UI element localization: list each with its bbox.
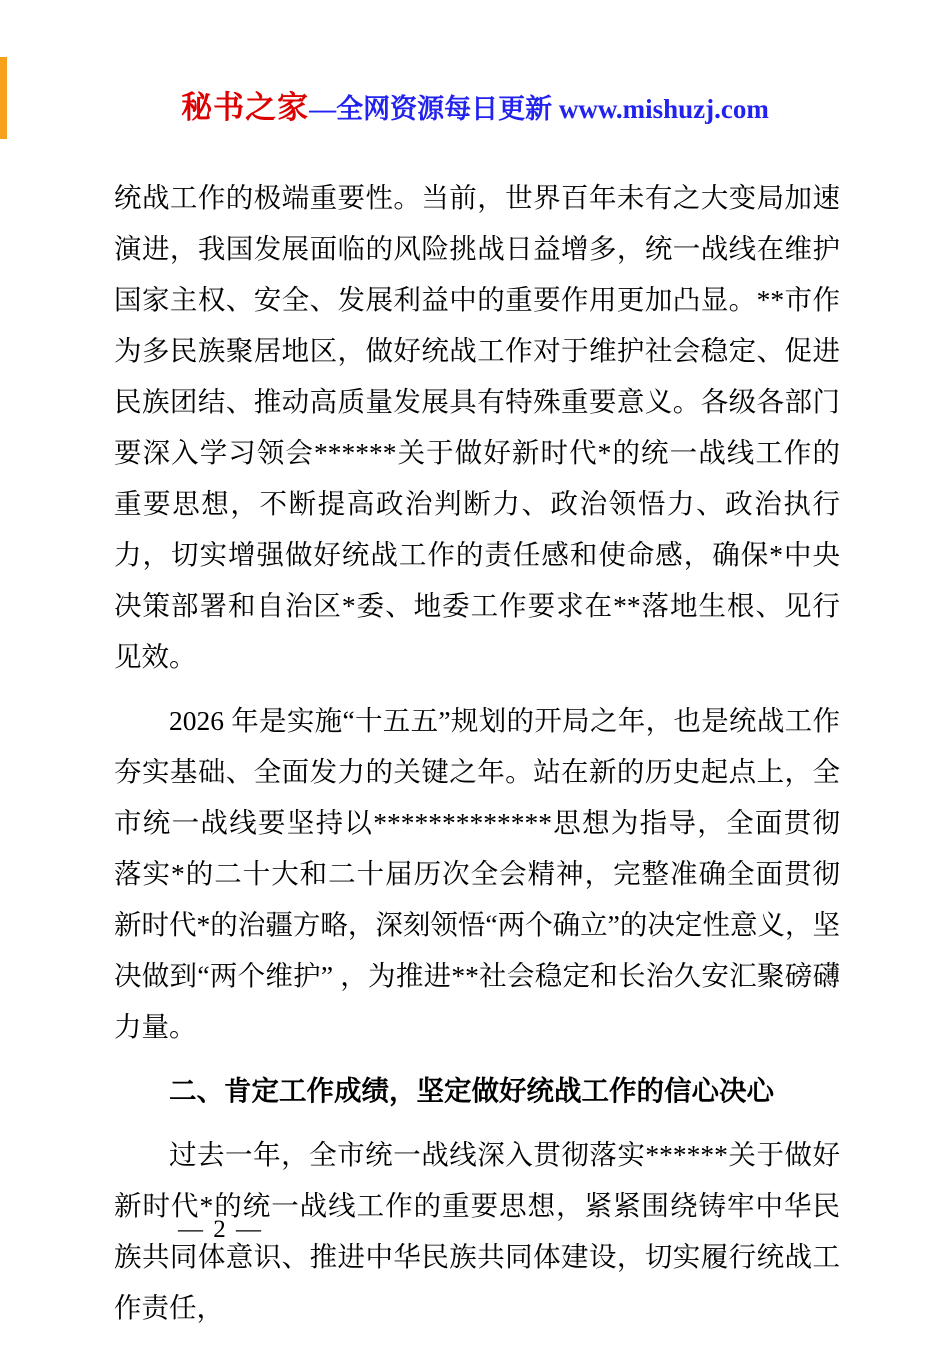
site-url-link[interactable]: www.mishuzj.com <box>558 94 769 124</box>
site-header <box>0 82 950 127</box>
body-paragraph: 统战工作的极端重要性。当前，世界百年未有之大变局加速演进，我国发展面临的风险挑战日益增多，统一战线在维护国家主权、安全、发展利益中的重要作用更加凸显。**市作为多民族聚居地区，做好统战工作对于维护社会稳定、促进民族团结、推动高质量发展具有特殊重要意义。各级各部门要深入学习领会******关于做好新时代*的统一战线工作的重要思想，不断提高政治判断力、政治领悟力、政治执行力，切实增强做好统战工作的责任感和使命感，确保*中央决策部署和自治区*委、地委工作要求在**落地生根、见行见效。 <box>114 182 840 672</box>
body-paragraph: 过去一年，全市统一战线深入贯彻落实******关于做好新时代*的统一战线工作的重要思想，紧紧围绕铸牢中华民族共同体意识、推进中华民族共同体建设，切实履行统战工作责任， <box>114 1139 840 1323</box>
page-number: — 2 — <box>178 1216 263 1243</box>
brand-text: 秘书之家 <box>181 90 310 125</box>
section-heading: 二、肯定工作成绩，坚定做好统战工作的信心决心 <box>169 1075 774 1106</box>
document-body <box>114 172 840 1346</box>
body-paragraph: 2026 年是实施“十五五”规划的开局之年，也是统战工作夯实基础、全面发力的关键之年。站在新的历史起点上，全市统一战线要坚持以*************思想为指导，全面贯彻落实*的二十大和二十届历次全会精神，完整准确全面贯彻新时代*的治疆方略，深刻领悟“两个确立”的决定性意义，坚决做到“两个维护” ，为推进**社会稳定和长治久安汇聚磅礴力量。 <box>114 705 840 1042</box>
header-tagline: —全网资源每日更新 <box>309 94 559 124</box>
